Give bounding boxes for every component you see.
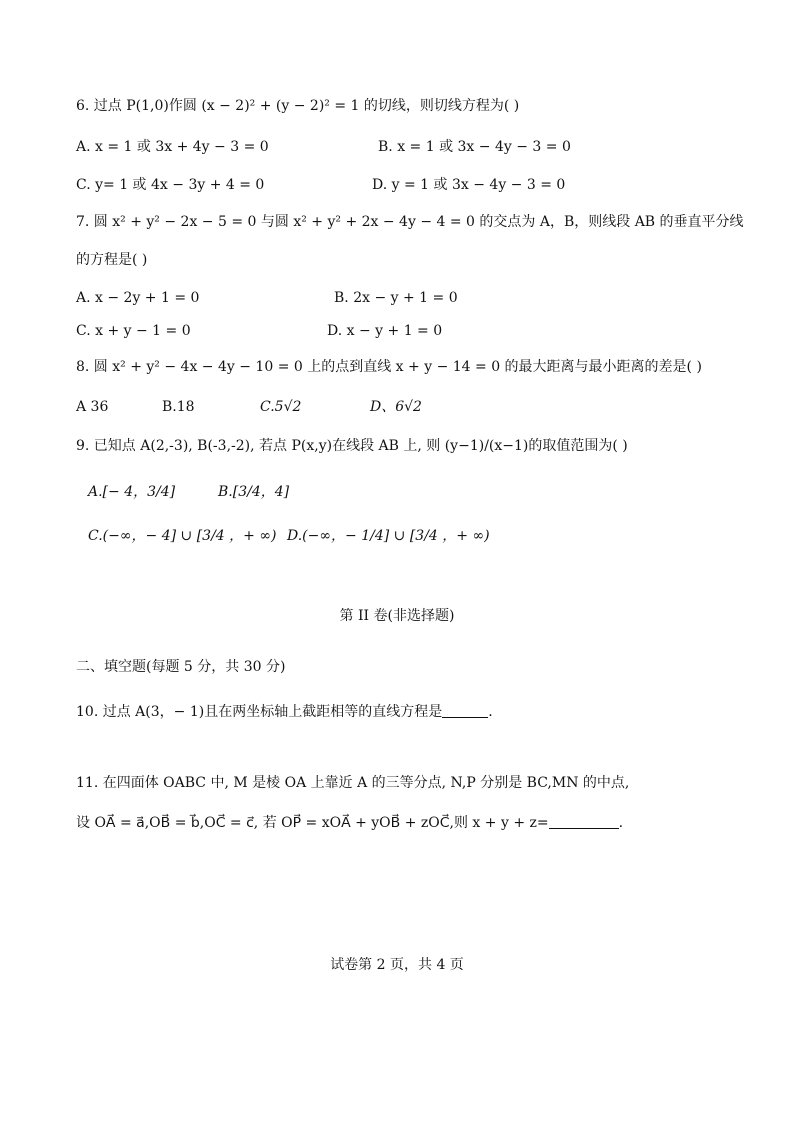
section-heading: 二、填空题(每题 5 分，共 30 分)	[76, 659, 286, 675]
section-title: 第 II 卷(非选择题)	[339, 608, 455, 624]
q10-answer-blank[interactable]	[442, 703, 488, 718]
q8-option-a: A 36	[76, 399, 109, 415]
q7-stem-line2: 的方程是( )	[76, 252, 148, 268]
q7-option-b: B. 2x − y + 1 = 0	[334, 290, 458, 306]
q8-option-d: D、6√2	[370, 399, 422, 415]
q7-option-d: D. x − y + 1 = 0	[327, 323, 443, 339]
q9-option-b: B.[3/4，4]	[218, 484, 290, 500]
q10-text: 10. 过点 A(3，− 1)且在两坐标轴上截距相等的直线方程是	[76, 704, 443, 720]
q9-option-a: A.[− 4，3/4]	[88, 484, 176, 500]
q8-option-b: B.18	[162, 399, 195, 415]
page-footer: 试卷第 2 页，共 4 页	[330, 957, 464, 973]
q11-end: .	[618, 815, 624, 831]
q7-stem-line1: 7. 圆 x² + y² − 2x − 5 = 0 与圆 x² + y² + 2x − 4y − 4 = 0 的交点为 A，B，则线段 AB 的垂直平分线	[76, 214, 744, 230]
q7-option-a: A. x − 2y + 1 = 0	[76, 290, 200, 306]
q6-option-d: D. y = 1 或 3x − 4y − 3 = 0	[372, 177, 566, 193]
q9-stem: 9. 已知点 A(2,-3), B(-3,-2), 若点 P(x,y)在线段 AB 上, 则 (y−1)/(x−1)的取值范围为( )	[76, 438, 628, 454]
q10-end: .	[488, 704, 493, 720]
q11-answer-blank[interactable]	[549, 814, 619, 829]
q7-option-c: C. x + y − 1 = 0	[76, 323, 191, 339]
q11-text: 设 OA⃗ = a⃗,OB⃗ = b⃗,OC⃗ = c⃗, 若 OP⃗ = xOA⃗ + yOB⃗ + zOC⃗,则 x + y + z=	[76, 815, 549, 831]
q9-option-d: D.(−∞，− 1/4] ∪ [3/4 ，+ ∞)	[287, 528, 490, 544]
q11-line1: 11. 在四面体 OABC 中, M 是棱 OA 上靠近 A 的三等分点, N,P 分别是 BC,MN 的中点,	[76, 775, 630, 791]
q11-line2	[76, 814, 623, 832]
q8-stem: 8. 圆 x² + y² − 4x − 4y − 10 = 0 上的点到直线 x + y − 14 = 0 的最大距离与最小距离的差是( )	[76, 359, 702, 375]
q9-option-c: C.(−∞，− 4] ∪ [3/4 ，+ ∞)	[88, 528, 277, 544]
q6-option-c: C. y= 1 或 4x − 3y + 4 = 0	[76, 177, 265, 193]
q8-option-c: C.5√2	[260, 399, 302, 415]
q6-option-a: A. x = 1 或 3x + 4y − 3 = 0	[76, 139, 269, 155]
q6-option-b: B. x = 1 或 3x − 4y − 3 = 0	[378, 139, 571, 155]
q10-line	[76, 703, 493, 721]
q6-stem: 6. 过点 P(1,0)作圆 (x − 2)² + (y − 2)² = 1 的切线，则切线方程为( )	[76, 98, 520, 114]
